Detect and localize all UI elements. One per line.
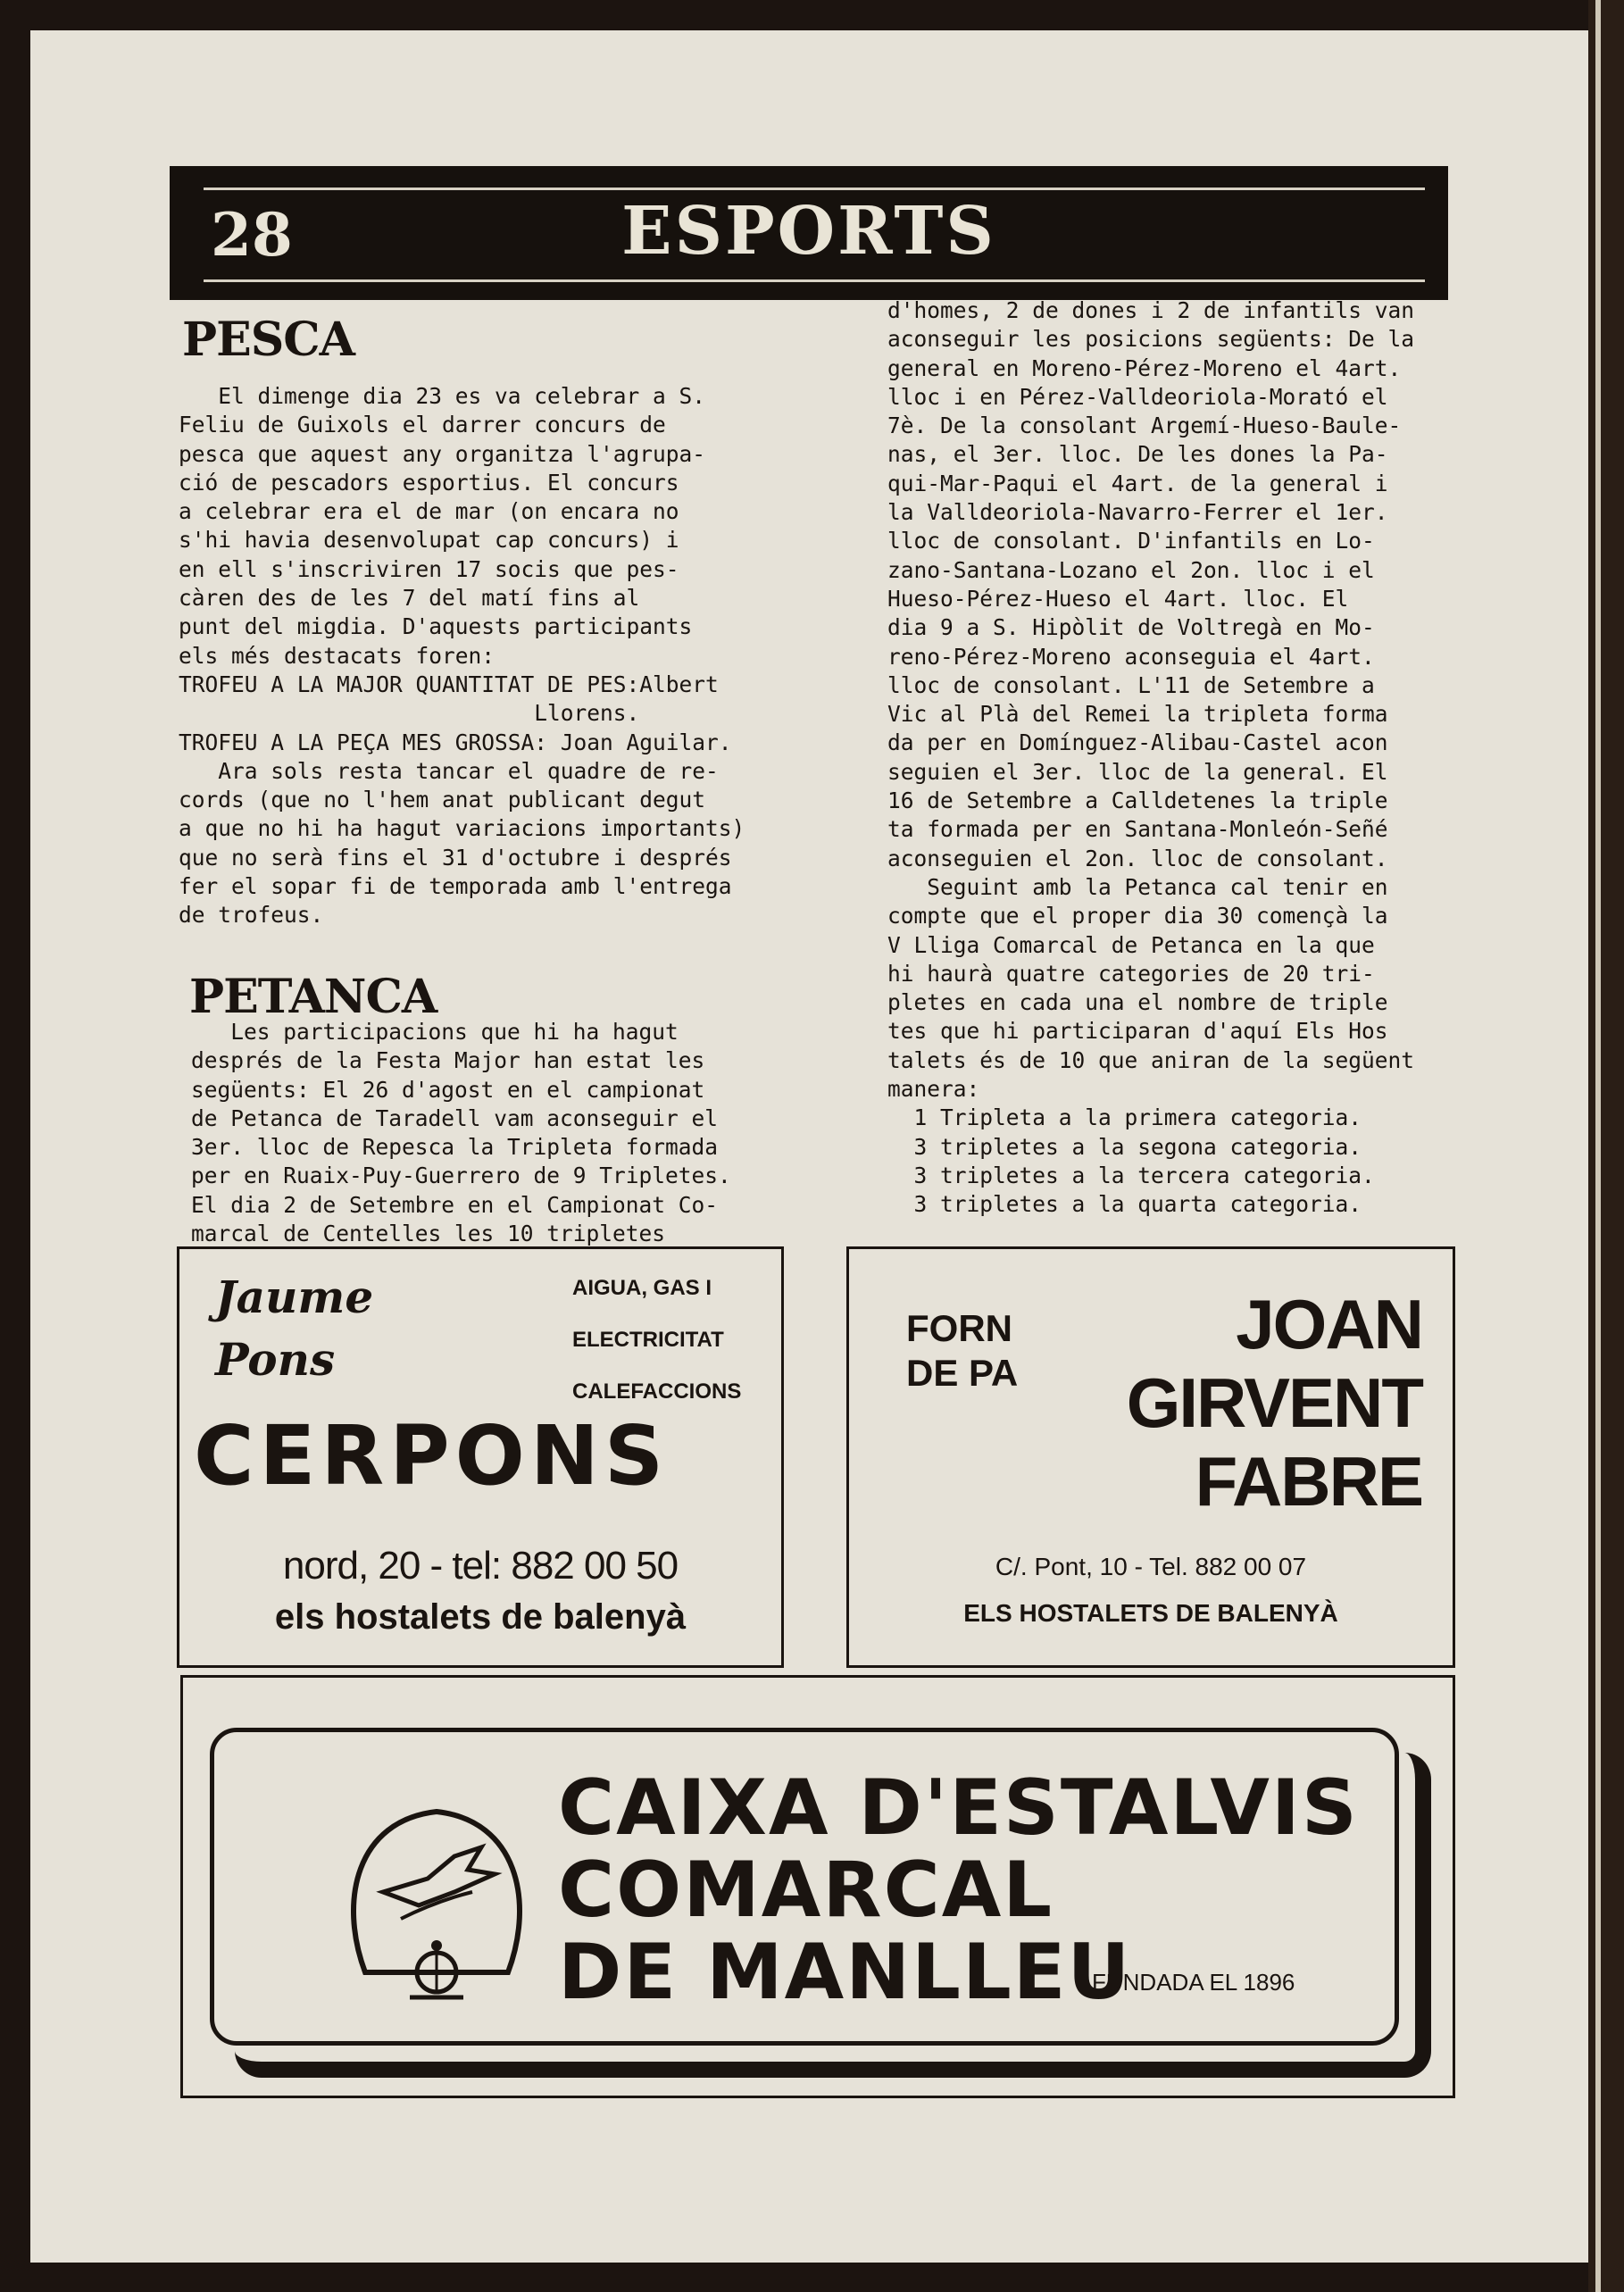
cerpons-address: nord, 20 - tel: 882 00 50 [282, 1544, 679, 1588]
service-item: AIGUA, GAS I [572, 1276, 712, 1300]
pesca-article: El dimenge dia 23 es va celebrar a S. Feliu de Guixols el darrer concurs de pesca que aquest any organitza l'agrupa- ció de pescadors esportius. El concurs a celebrar era el de mar (on encara no s'hi havia desenvolupat cap concurs) i en ell s'inscriviren 17 socis que pes- càren des de les 7 del matí fins al punt del migdia. D'aquests participants els més destacats foren: TROFEU A LA MAJOR QUANTITAT DE PES:Albert Llorens. TROFEU A LA PEÇA MES GROSSA: Joan Aguilar. Ara sols resta tancar el quadre de re- cords (que no l'hem anat publicant degut a que no hi ha hagut variacions importants) que no serà fins el 31 d'octubre i després fer el sopar fi de temporada amb l'entrega de trofeus. [179, 383, 745, 929]
section-title: ESPORTS [621, 193, 996, 270]
petanca-heading: PETANCA [189, 970, 437, 1024]
binding-edge [1588, 0, 1624, 2292]
signature-jaume: Jaume [215, 1271, 374, 1323]
service-item: ELECTRICITAT [572, 1328, 724, 1352]
cerpons-logo: CERPONS [194, 1408, 670, 1504]
petanca-article-right: d'homes, 2 de dones i 2 de infantils van aconseguir les posicions següents: De la general en Moreno-Pérez-Moreno el 4art. lloc i en Pérez-Valldeoriola-Morató el 7è. De la consolant Argemí-Hueso-Baule- nas, el 3er. lloc. De les dones la Pa- qui-Mar-Paqui el 4art. de la general i la Valldeoriola-Navarro-Ferrer el 1er. lloc de consolant. D'infantils en Lo- zano-Santana-Lozano el 2on. lloc i el Hueso-Pérez-Hueso el 4art. lloc. El dia 9 a S. Hipòlit de Voltregà en Mo- reno-Pérez-Moreno aconseguia el 4art. lloc de consolant. L'11 de Setembre a Vic al Plà del Remei la tripleta forma da per en Domínguez-Alibau-Castel acon seguien el 3er. lloc de la general. El 16 de Setembre a Calldetenes la triple ta formada per en Santana-Monleón-Señé aconseguien el 2on. lloc de consolant. Seguint amb la Petanca cal tenir en compte que el proper dia 30 començà la V Lliga Comarcal de Petanca en la que hi haurà quatre categories de 20 tri- pletes en cada una el nombre de triple tes que hi participaran d'aquí Els Hos talets és de 10 que aniran de la següent manera: 1 Tripleta a la primera categoria. 3 tripletes a la segona categoria. 3 tripletes a la tercera categoria. 3 tripletes a la quarta categoria. [887, 297, 1415, 1218]
signature-pons: Pons [215, 1333, 336, 1386]
page-number: 28 [211, 200, 293, 270]
bakery-town: ELS HOSTALETS DE BALENYÀ [963, 1599, 1338, 1627]
bakery-owner-name: JOAN GIRVENT FABRE [1126, 1285, 1422, 1521]
caixa-ad [180, 1675, 1455, 2098]
section-header [170, 166, 1448, 300]
caixa-name: CAIXA D'ESTALVIS COMARCAL DE MANLLEU [558, 1763, 1359, 2017]
caixa-founded: FUNDADA EL 1896 [1092, 1969, 1295, 1996]
pesca-heading: PESCA [182, 313, 355, 367]
cerpons-ad [177, 1246, 784, 1668]
dove-globe-icon [347, 1794, 526, 2008]
cerpons-town: els hostalets de balenyà [274, 1597, 687, 1637]
service-item: CALEFACCIONS [572, 1379, 742, 1404]
bakery-address: C/. Pont, 10 - Tel. 882 00 07 [995, 1553, 1307, 1580]
petanca-article-left: Les participacions que hi ha hagut després de la Festa Major han estat les següents: El 26 d'agost en el campionat de Petanca de Taradell vam aconseguir el 3er. lloc de Repesca la Tripleta formada per en Ruaix-Puy-Guerrero de 9 Tripletes. El dia 2 de Setembre en el Campionat Co- marcal de Centelles les 10 tripletes [191, 1019, 731, 1247]
bakery-ad [846, 1246, 1455, 1668]
bakery-label: FORN DE PA [906, 1307, 1019, 1394]
